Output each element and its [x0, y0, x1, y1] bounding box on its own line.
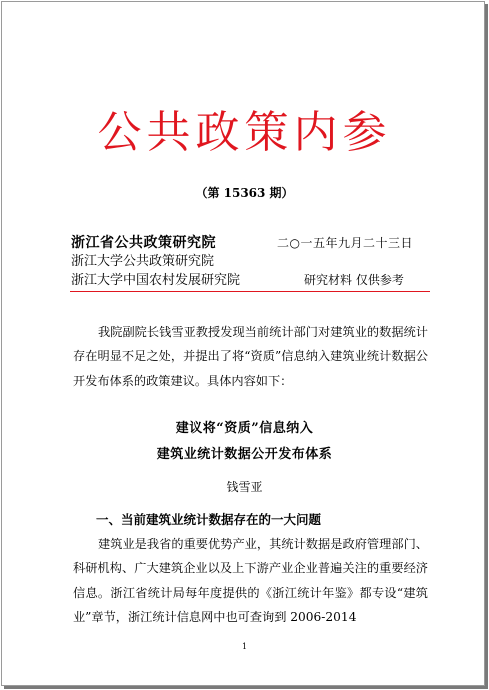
issue-number: （第 15363 期）: [195, 186, 294, 200]
issue-date: 二○一五年九月二十三日: [277, 236, 413, 250]
body-paragraph: 建筑业是我省的重要优势产业，其统计数据是政府管理部门、科研机构、广大建筑企业以及上下游产业企业普遍关注的重要经济信息。浙江省统计局每年度提供的《浙江统计年鉴》都专设“建筑业”章节，浙江统计信息网中也可查询到 2006-2014: [73, 537, 428, 624]
intro-paragraph: 我院副院长钱雪亚教授发现当前统计部门对建筑业的数据统计存在明显不足之处，并提出了将“资质”信息纳入建筑业统计数据公开发布体系的政策建议。具体内容如下：: [73, 325, 428, 388]
org-name-3: 浙江大学中国农村发展研究院: [71, 273, 241, 288]
page-shadow-right: [485, 4, 488, 688]
page-shadow-bottom: [4, 686, 488, 689]
article-title-line-2: 建筑业统计数据公开发布体系: [156, 447, 333, 462]
masthead-title: 公共政策内参: [97, 107, 392, 158]
org-name-2: 浙江大学公共政策研究院: [71, 254, 215, 269]
usage-note: 研究材料 仅供参考: [304, 273, 404, 287]
header-rule: [70, 291, 430, 292]
page-number: 1: [241, 642, 248, 651]
article-title-line-1: 建议将“资质”信息纳入: [175, 421, 314, 436]
author-name: 钱雪亚: [226, 480, 263, 494]
section-heading: 一、当前建筑业统计数据存在的一大问题: [96, 512, 322, 527]
org-name-1: 浙江省公共政策研究院: [71, 235, 216, 251]
